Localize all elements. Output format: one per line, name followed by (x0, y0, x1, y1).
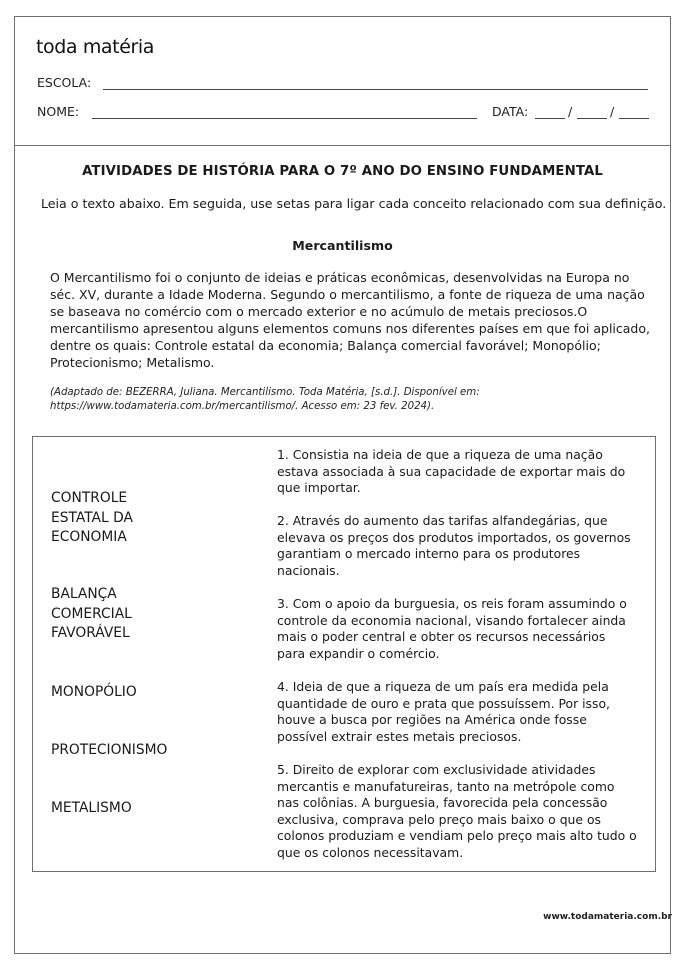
header-section (15, 17, 670, 146)
concept-controle-estatal[interactable]: CONTROLE ESTATAL DA ECONOMIA (51, 490, 133, 545)
definition-5[interactable]: 5. Direito de explorar com exclusividade atividades mercantis e manufatureiras, tanto na metrópole como nas colônias. A burguesia, favorecida pela concessão exclusiva, comprava pelo preço mais baixo o que os colonos produziam e vendiam pelo preço mais alto tudo o que os colonos necessitavam. (277, 762, 637, 860)
matching-box (32, 436, 656, 872)
concept-balanca-comercial[interactable]: BALANÇA COMERCIAL FAVORÁVEL (51, 586, 132, 641)
footer-url: www.todamateria.com.br (543, 912, 672, 922)
concept-metalismo[interactable]: METALISMO (51, 800, 132, 816)
definition-3[interactable]: 3. Com o apoio da burguesia, os reis foram assumindo o controle da economia nacional, visando fortalecer ainda mais o poder central e obter os recursos necessários para expandir o comércio. (277, 596, 627, 661)
concept-protecionismo[interactable]: PROTECIONISMO (51, 742, 168, 758)
worksheet-page (14, 16, 671, 954)
date-label: DATA: (492, 104, 529, 119)
date-day-field[interactable] (535, 118, 565, 119)
date-month-field[interactable] (577, 118, 607, 119)
reading-paragraph: O Mercantilismo foi o conjunto de ideias e práticas econômicas, desenvolvidas na Europa no séc. XV, durante a Idade Moderna. Segundo o mercantilismo, a fonte de riqueza de uma nação se baseava no comércio com o mercado exterior e no acúmulo de metais preciosos.O mercantilismo apresentou alguns elementos comuns nos diferentes países em que foi aplicado, dentre os quais: Controle estatal da economia; Balança comercial favorável; Monopólio; Protecionismo; Metalismo. (50, 270, 650, 370)
name-label: NOME: (37, 104, 80, 119)
logo: toda matéria (36, 36, 155, 58)
date-separator: / (610, 104, 615, 119)
date-year-field[interactable] (619, 118, 649, 119)
definition-1[interactable]: 1. Consistia na ideia de que a riqueza de uma nação estava associada à sua capacidade de exportar mais do que importar. (277, 447, 626, 496)
worksheet-title: ATIVIDADES DE HISTÓRIA PARA O 7º ANO DO ENSINO FUNDAMENTAL (82, 164, 603, 179)
concept-monopolio[interactable]: MONOPÓLIO (51, 684, 137, 700)
citation: (Adaptado de: BEZERRA, Juliana. Mercantilismo. Toda Matéria, [s.d.]. Disponível em: https://www.todamateria.com.br/mercantilismo/. Acesso em: 23 fev. 2024). (50, 387, 480, 412)
school-label: ESCOLA: (37, 75, 92, 90)
name-field[interactable] (92, 118, 477, 119)
definition-4[interactable]: 4. Ideia de que a riqueza de um país era medida pela quantidade de ouro e prata que possuíssem. Por isso, houve a busca por regiões na América onde fosse possível extrair estes metais preciosos. (277, 679, 610, 744)
date-separator: / (568, 104, 573, 119)
definition-2[interactable]: 2. Através do aumento das tarifas alfandegárias, que elevava os preços dos produtos importados, os governos garantiam o mercado interno para os produtores nacionais. (277, 513, 631, 578)
text-title: Mercantilismo (292, 238, 393, 253)
instruction-text: Leia o texto abaixo. Em seguida, use setas para ligar cada conceito relacionado com sua definição. (41, 196, 667, 211)
school-field[interactable] (103, 89, 648, 90)
